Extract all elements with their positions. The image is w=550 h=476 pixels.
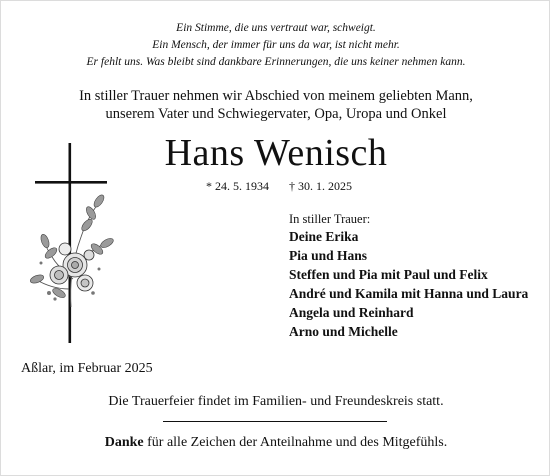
thanks-line	[1, 435, 550, 451]
announcement-line: In stiller Trauer nehmen wir Abschied von meinem geliebten Mann,	[79, 88, 473, 104]
announcement-line: unserem Vater und Schwiegervater, Opa, Uropa und Onkel	[105, 106, 447, 122]
deceased-name: Hans Wenisch	[164, 132, 388, 174]
place-and-date: Aßlar, im Februar 2025	[21, 361, 153, 376]
mourner-name: André und Kamila mit Hanna und Laura	[289, 286, 529, 301]
poem-line: Ein Stimme, die uns vertraut war, schweigt.	[176, 22, 376, 34]
mourner-list	[289, 227, 528, 341]
memorial-poem	[1, 20, 550, 71]
service-note: Die Trauerfeier findet im Familien- und Freundeskreis statt.	[108, 394, 444, 409]
poem-line: Er fehlt uns. Was bleibt sind dankbare Erinnerungen, die uns keiner nehmen kann.	[86, 56, 466, 68]
mourner-name: Steffen und Pia mit Paul und Felix	[289, 267, 488, 282]
announcement-text	[1, 87, 550, 123]
birth-date: * 24. 5. 1934	[206, 179, 269, 193]
divider	[163, 421, 387, 422]
mourners-label: In stiller Trauer:	[289, 212, 371, 226]
mourner-name: Angela und Reinhard	[289, 305, 414, 320]
thanks-lead: Danke	[104, 435, 144, 450]
floral-bouquet-icon	[29, 189, 119, 309]
poem-line: Ein Mensch, der immer für uns da war, ist nicht mehr.	[152, 39, 400, 51]
mourner-name: Arno und Michelle	[289, 324, 398, 339]
mourner-name: Deine Erika	[289, 229, 359, 244]
death-date: † 30. 1. 2025	[289, 179, 352, 193]
mourner-name: Pia und Hans	[289, 248, 368, 263]
thanks-text: für alle Zeichen der Anteilnahme und des Mitgefühls.	[147, 435, 448, 450]
